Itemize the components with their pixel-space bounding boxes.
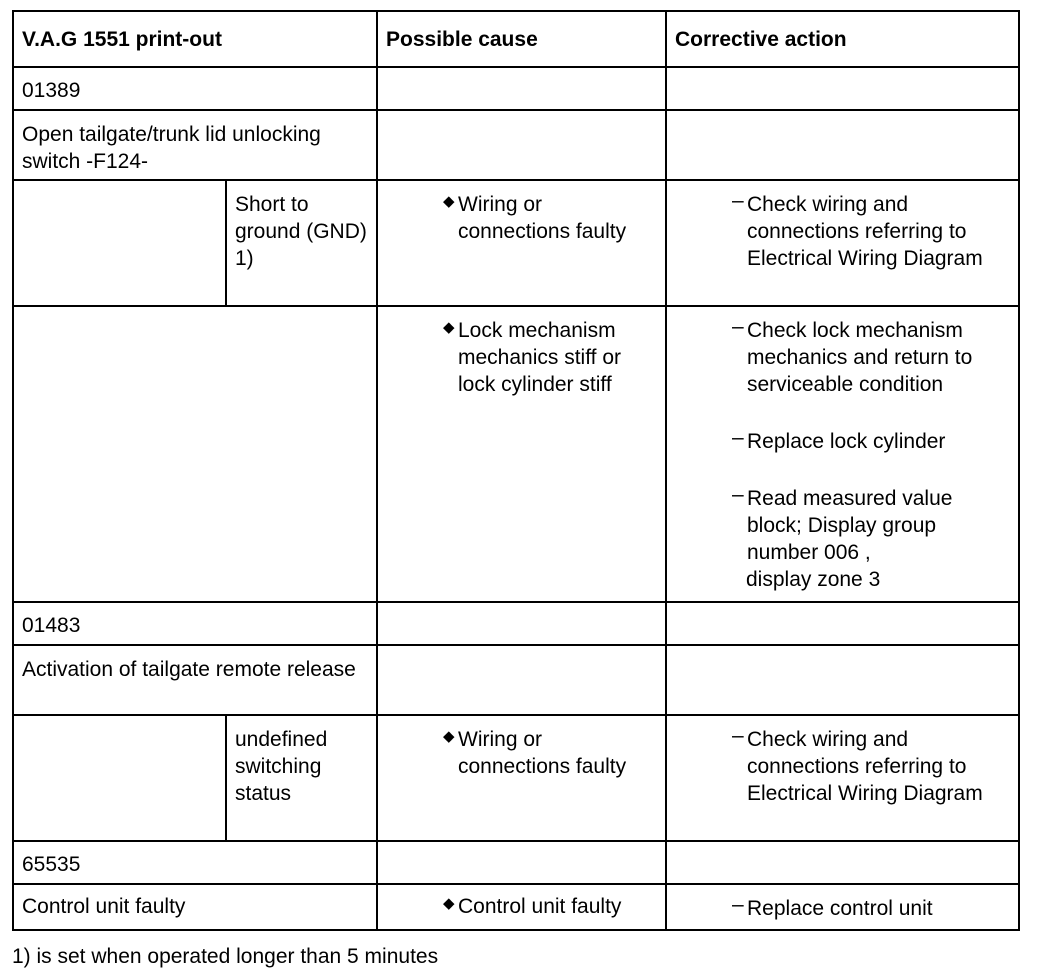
table-row (13, 602, 1019, 645)
fault-code: 01483 (22, 614, 81, 637)
fault-code-cell (13, 67, 377, 110)
empty-cell (13, 180, 226, 306)
possible-cause-cell (377, 306, 666, 602)
table-row (13, 645, 1019, 715)
fault-title-cell (13, 110, 377, 180)
table-row (13, 306, 1019, 602)
bullet-icon: ◆ (443, 895, 455, 912)
dash-icon: – (732, 893, 744, 916)
possible-cause-cell (377, 715, 666, 841)
possible-cause-text: Wiring or connections faulty (458, 193, 627, 243)
empty-cell (377, 841, 666, 884)
empty-cell (666, 110, 1019, 180)
fault-code: 65535 (22, 853, 81, 876)
table-row (13, 110, 1019, 180)
fault-type-cell (226, 715, 377, 841)
corrective-action-text: Read measured value block; Display group number 006 , (747, 487, 953, 564)
empty-cell (666, 645, 1019, 715)
corrective-action-cell (666, 715, 1019, 841)
empty-cell (666, 67, 1019, 110)
empty-cell (666, 841, 1019, 884)
footnote: 1) is set when operated longer than 5 minutes (12, 945, 439, 968)
corrective-action-cell (666, 306, 1019, 602)
header-row (13, 11, 1019, 67)
fault-title: Open tailgate/trunk lid unlocking switch -F124- (22, 123, 321, 173)
fault-type: undefined switching status (235, 728, 328, 805)
dash-icon: – (732, 315, 744, 338)
possible-cause-cell (377, 180, 666, 306)
fault-code: 01389 (22, 79, 81, 102)
empty-cell (13, 306, 377, 602)
header-corrective-action: Corrective action (666, 11, 1019, 67)
fault-type: Short to ground (GND) 1) (235, 193, 367, 270)
corrective-action-text: Check wiring and connections referring to Electrical Wiring Diagram (747, 728, 983, 805)
corrective-action-cell (666, 884, 1019, 930)
empty-cell (377, 110, 666, 180)
table-row (13, 180, 1019, 306)
dash-icon: – (732, 483, 744, 506)
bullet-icon: ◆ (443, 728, 455, 745)
fault-type-cell (226, 180, 377, 306)
fault-title-cell (13, 645, 377, 715)
header-possible-cause: Possible cause (377, 11, 666, 67)
header-printout: V.A.G 1551 print-out (13, 11, 377, 67)
fault-code-cell (13, 841, 377, 884)
bullet-icon: ◆ (443, 319, 455, 336)
corrective-action-cell (666, 180, 1019, 306)
dash-icon: – (732, 189, 744, 212)
corrective-action-text: Replace lock cylinder (747, 430, 946, 453)
possible-cause-text: Wiring or connections faulty (458, 728, 627, 778)
fault-code-cell (13, 602, 377, 645)
empty-cell (377, 645, 666, 715)
fault-title-cell (13, 884, 377, 930)
fault-table (12, 10, 1020, 931)
corrective-action-text: display zone 3 (746, 568, 881, 591)
dash-icon: – (732, 724, 744, 747)
bullet-icon: ◆ (443, 193, 455, 210)
table-row (13, 715, 1019, 841)
table-row (13, 67, 1019, 110)
empty-cell (666, 602, 1019, 645)
corrective-action-text: Replace control unit (747, 897, 933, 920)
fault-title: Control unit faulty (22, 895, 186, 918)
possible-cause-text: Control unit faulty (458, 895, 622, 918)
corrective-action-text: Check wiring and connections referring to Electrical Wiring Diagram (747, 193, 983, 270)
possible-cause-cell (377, 884, 666, 930)
empty-cell (13, 715, 226, 841)
possible-cause-text: Lock mechanism mechanics stiff or lock cylinder stiff (458, 319, 622, 396)
empty-cell (377, 67, 666, 110)
empty-cell (377, 602, 666, 645)
dash-icon: – (732, 426, 744, 449)
corrective-action-text: Check lock mechanism mechanics and return to serviceable condition (747, 319, 973, 396)
table-row (13, 841, 1019, 884)
table-row (13, 884, 1019, 930)
fault-title: Activation of tailgate remote release (22, 658, 356, 681)
